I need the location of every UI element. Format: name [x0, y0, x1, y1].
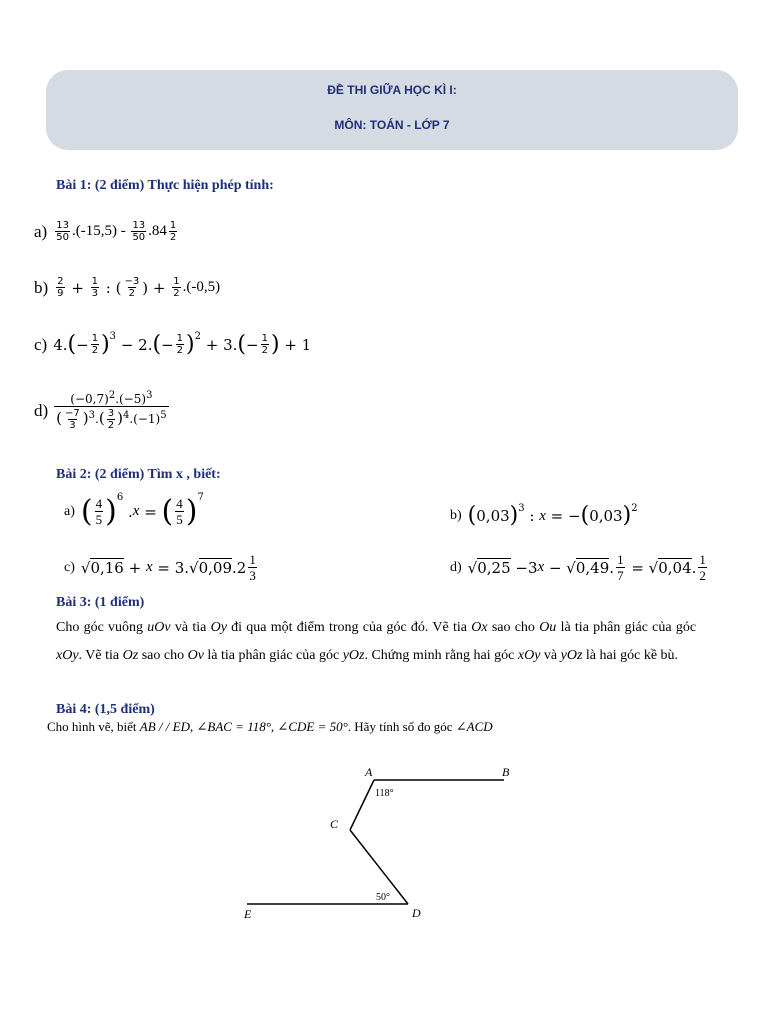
bai2-b-label: b) — [450, 508, 462, 523]
exam-subject: MÔN: TOÁN - LỚP 7 — [334, 118, 450, 132]
bai2-heading: Bài 2: (2 điểm) Tìm x , biết: — [56, 467, 221, 482]
angle-a-label: 118° — [375, 788, 394, 799]
bai1-a — [34, 220, 179, 243]
segment-ac — [350, 780, 374, 830]
bai1-heading: Bài 1: (2 điểm) Thực hiện phép tính: — [56, 178, 274, 193]
exam-title: ĐỀ THI GIỮA HỌC KÌ I: — [327, 83, 457, 97]
exam-header — [46, 70, 738, 150]
point-c-label: C — [330, 817, 339, 831]
bai1-d-expr: $(-0,7)^2.(-5)^3$ ( $\frac{-7}{3}$ )$^3$.( $\frac{3}{2}$ )$^4.(-1)^5$ — [56, 390, 167, 431]
geometry-figure — [232, 752, 532, 942]
bai2-c-expr: √ 0,16 + x = 3.√ 0,09 .2 $\frac{1}{3}$ — [80, 552, 256, 583]
point-d-label: D — [412, 906, 421, 920]
bai2-a-expr: ( $\frac{4}{5}$ ) $^6$ . x = ( $\frac{4}{5}$ ) $^7$ — [80, 492, 204, 529]
bai3-heading: Bài 3: (1 điểm) — [56, 595, 145, 610]
bai3-text: Cho góc vuông uOv và tia Oy đi qua một điểm trong của góc đó. Vẽ tia Ox sao cho Ou là tia phân giác của góc xOy. Vẽ tia Oz sao cho Ov là tia phân giác của góc yOz. Chứng minh rằng hai góc xOy và yOz là hai góc kề bù. — [56, 620, 697, 663]
bai1-d-label: d) — [34, 400, 49, 420]
bai2-a-label: a) — [64, 503, 75, 519]
bai1-a-label: a) — [34, 221, 48, 241]
bai2-c — [64, 552, 259, 583]
bai4-heading: Bài 4: (1,5 điểm) — [56, 702, 155, 717]
bai4-intro: Cho hình vẽ, biết AB / / ED, ∠BAC = 118°, ∠CDE = 50°. Hãy tính số đo góc ∠ACD — [47, 719, 493, 734]
point-b-label: B — [502, 765, 510, 779]
bai2-c-label: c) — [64, 559, 75, 575]
bai1-c-label: c) — [34, 334, 48, 354]
bai2-a — [64, 492, 204, 529]
bai2-d — [450, 552, 709, 583]
point-e-label: E — [244, 907, 252, 921]
bai2-d-expr: √ 0,25 −3 x − √ 0,49 . $\frac{1}{7}$ = √ 0,04 . $\frac{1}{2}$ — [467, 552, 706, 583]
bai1-b-label: b) — [34, 277, 49, 297]
bai1-c-expr: 4. ( − $\frac{1}{2}$ ) $^3$ − 2. ( − $\frac{1}{2}$ ) $^2$ + 3. ( − $\frac{1}{2}$ ) + 1 — [53, 331, 312, 357]
bai1-c — [34, 333, 311, 356]
bai2-b-expr: ( 0,03 ) $^3$ : x = − ( 0,03 ) $^2$ — [467, 502, 638, 528]
angle-d-label: 50° — [376, 892, 390, 903]
bai2-d-label: d) — [450, 559, 462, 575]
bai2-b — [450, 502, 638, 528]
bai1-b-expr: $\frac{2}{9}$ + $\frac{1}{3}$ : ( $\frac{-3}{2}$ ) + $\frac{1}{2}$ .(-0,5) — [57, 276, 221, 299]
bai1-b — [34, 276, 220, 299]
bai1-d — [34, 390, 169, 431]
bai1-a-expr: $\frac{13}{50}$ .(-15,5) - $\frac{13}{50}$ .84 $\frac{1}{2}$ — [56, 220, 177, 243]
point-a-label: A — [365, 765, 373, 779]
